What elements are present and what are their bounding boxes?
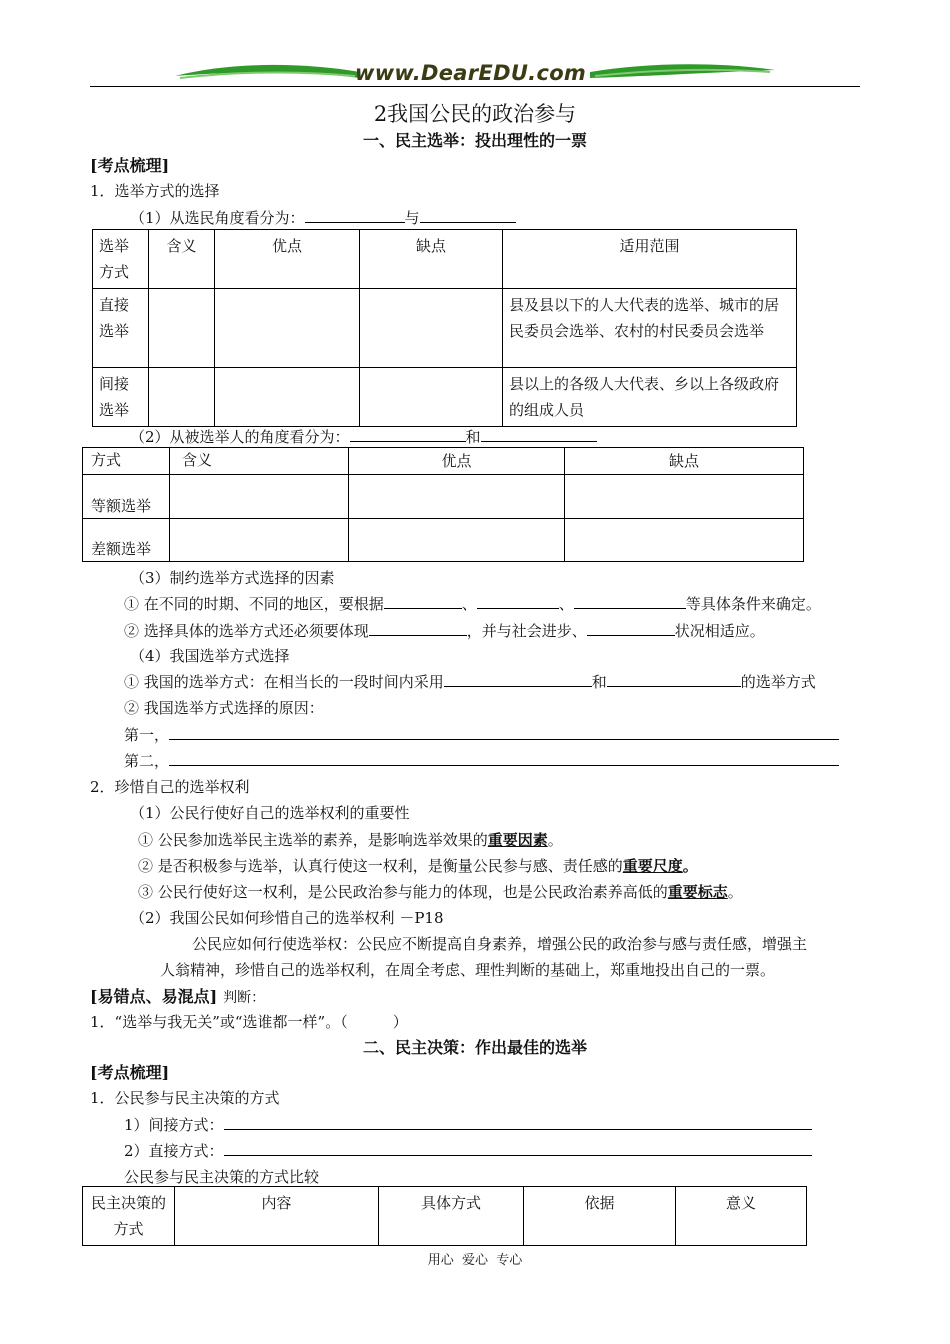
election-method-table <box>92 229 797 427</box>
sub3-line2-text: ② 选择具体的选举方式还必须要体现 <box>124 622 369 640</box>
section2-tag: [考点梳理] <box>90 1063 170 1082</box>
reason-first-label: 第一， <box>124 726 170 744</box>
table-header: 含义 <box>149 230 215 289</box>
point-end: 。 <box>682 857 698 875</box>
indirect-line <box>124 1114 812 1135</box>
header-rule <box>90 86 860 87</box>
table-cell[interactable] <box>360 289 503 368</box>
sep: 、 <box>558 595 574 613</box>
sub1-line <box>130 207 516 228</box>
page-footer: 用心 爱心 专心 <box>427 1253 523 1268</box>
sub1-prefix: （1）从选民角度看分为： <box>130 209 305 227</box>
reason-second <box>124 750 839 771</box>
table-header: 依据 <box>524 1187 676 1246</box>
table-header: 民主决策的方式 <box>83 1187 175 1246</box>
point-text: ② 是否积极参与选举，认真行使这一权利，是衡量公民参与感、责任感的 <box>138 857 623 875</box>
table-header: 优点 <box>215 230 360 289</box>
blank-field[interactable] <box>587 621 675 636</box>
blank-field[interactable] <box>305 208 405 223</box>
blank-field[interactable] <box>350 427 466 442</box>
importance-title: （1）公民行使好自己的选举权利的重要性 <box>130 804 410 822</box>
blank-field[interactable] <box>224 1141 812 1156</box>
blank-field[interactable] <box>420 208 516 223</box>
blank-field[interactable] <box>224 1115 812 1130</box>
candidate-method-table <box>82 447 804 562</box>
error-label: 判断： <box>223 990 266 1006</box>
sub4-line2: ② 我国选举方式选择的原因： <box>124 699 324 717</box>
sub3-title: （3）制约选举方式选择的因素 <box>130 569 335 587</box>
blank-field[interactable] <box>369 621 467 636</box>
emphasis-text: 重要因素 <box>487 831 548 849</box>
blank-field[interactable] <box>574 594 686 609</box>
table-cell-scope: 县及县以下的人大代表的选举、城市的居民委员会选举、农村的村民委员会选举 <box>503 289 797 368</box>
point-text: ③ 公民行使好这一权利，是公民政治参与能力的体现，也是公民政治素养高低的 <box>138 883 668 901</box>
table-header: 选举方式 <box>93 230 149 289</box>
table-cell[interactable] <box>170 475 349 519</box>
table-cell[interactable] <box>565 519 804 562</box>
item-2-title: 2．珍惜自己的选举权利 <box>90 778 250 796</box>
indirect-label: 1）间接方式： <box>124 1116 224 1134</box>
table-header: 具体方式 <box>379 1187 524 1246</box>
blank-field[interactable] <box>384 594 462 609</box>
sub3-line1-text: ① 在不同的时期、不同的地区，要根据 <box>124 595 384 613</box>
blank-field[interactable] <box>607 672 741 687</box>
sub3-line2-mid: ，并与社会进步、 <box>466 622 587 640</box>
error-tag: [易错点、易混点] <box>90 987 218 1006</box>
sub4-line1-end: 的选举方式 <box>740 673 816 691</box>
sub2-mid: 和 <box>465 428 481 446</box>
table-header: 方式 <box>83 448 170 475</box>
how-line-2: 人翁精神，珍惜自己的选举权利，在周全考虑、理性判断的基础上，郑重地投出自己的一票。 <box>160 961 776 979</box>
table-header: 含义 <box>170 448 349 475</box>
how-line-1: 公民应如何行使选举权：公民应不断提高自身素养，增强公民的政治参与感与责任感，增强主 <box>192 935 808 953</box>
table-cell[interactable] <box>170 519 349 562</box>
importance-point-1 <box>138 829 563 850</box>
table-cell[interactable] <box>565 475 804 519</box>
table-row-label: 等额选举 <box>83 475 170 519</box>
table-header: 内容 <box>175 1187 379 1246</box>
table-header: 意义 <box>676 1187 807 1246</box>
table-cell-scope: 县以上的各级人大代表、乡以上各级政府的组成人员 <box>503 368 797 427</box>
table-cell[interactable] <box>349 475 565 519</box>
sub2-line <box>130 426 597 447</box>
table-row-label: 间接选举 <box>93 368 149 427</box>
blank-field[interactable] <box>169 725 839 740</box>
table-cell[interactable] <box>149 368 215 427</box>
table-header: 优点 <box>349 448 565 475</box>
section1-heading: 一、民主选举：投出理性的一票 <box>362 131 587 150</box>
sub4-line1 <box>124 671 816 692</box>
point-end: 。 <box>727 883 743 901</box>
table-cell[interactable] <box>149 289 215 368</box>
sub3-line1 <box>124 593 821 614</box>
emphasis-text: 重要尺度 <box>622 857 683 875</box>
table-cell[interactable] <box>215 289 360 368</box>
page-title: 2我国公民的政治参与 <box>373 102 577 126</box>
blank-field[interactable] <box>481 427 597 442</box>
how-title: （2）我国公民如何珍惜自己的选举权利 －P18 <box>130 909 444 927</box>
site-logo-text: www.DearEDU.com <box>355 61 587 85</box>
sub4-title: （4）我国选举方式选择 <box>130 647 290 665</box>
blank-field[interactable] <box>169 751 839 766</box>
importance-point-2 <box>138 855 698 876</box>
table-row-label: 差额选举 <box>83 519 170 562</box>
sub4-line1-mid: 和 <box>591 673 607 691</box>
section2-item-1: 1．公民参与民主决策的方式 <box>90 1089 280 1107</box>
table-header: 适用范围 <box>503 230 797 289</box>
error-item-1: 1．“选举与我无关”或“选谁都一样”。（ ） <box>90 1013 408 1031</box>
table-header: 缺点 <box>565 448 804 475</box>
sub3-line2 <box>124 620 765 641</box>
point-text: ① 公民参加选举民主选举的素养，是影响选举效果的 <box>138 831 488 849</box>
section1-tag: [考点梳理] <box>90 156 170 175</box>
table-cell[interactable] <box>360 368 503 427</box>
importance-point-3 <box>138 881 743 902</box>
sub4-line1-text: ① 我国的选举方式：在相当长的一段时间内采用 <box>124 673 444 691</box>
decision-method-table <box>82 1186 807 1246</box>
table-cell[interactable] <box>349 519 565 562</box>
sub2-prefix: （2）从被选举人的角度看分为： <box>130 428 350 446</box>
sub3-line2-end: 状况相适应。 <box>674 622 765 640</box>
sub3-line1-end: 等具体条件来确定。 <box>685 595 821 613</box>
section2-heading: 二、民主决策：作出最佳的选举 <box>362 1038 587 1057</box>
sep: 、 <box>461 595 477 613</box>
item-1-title: 1．选举方式的选择 <box>90 182 220 200</box>
error-section <box>90 984 265 1007</box>
table-header: 缺点 <box>360 230 503 289</box>
blank-field[interactable] <box>444 672 592 687</box>
table-cell[interactable] <box>215 368 360 427</box>
point-end: 。 <box>547 831 563 849</box>
emphasis-text: 重要标志 <box>667 883 728 901</box>
blank-field[interactable] <box>477 594 559 609</box>
compare-title: 公民参与民主决策的方式比较 <box>124 1168 320 1186</box>
reason-first <box>124 724 839 745</box>
direct-line <box>124 1140 812 1161</box>
table-row-label: 直接选举 <box>93 289 149 368</box>
sub1-mid: 与 <box>404 209 420 227</box>
direct-label: 2）直接方式： <box>124 1142 224 1160</box>
reason-second-label: 第二， <box>124 752 170 770</box>
